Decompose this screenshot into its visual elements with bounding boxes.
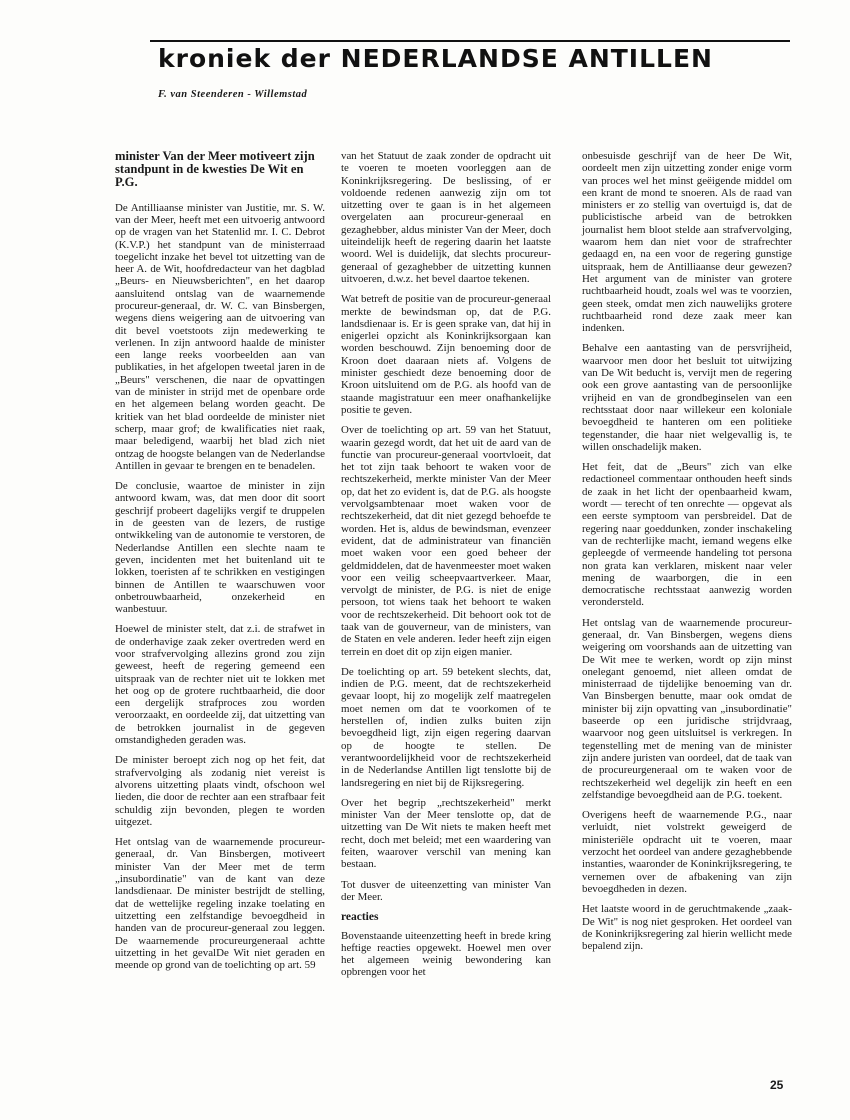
- paragraph: Over het begrip „rechtszekerheid" merkt minister Van der Meer tenslotte op, dat de uitzetting van De Wit niets te maken heeft met recht, doch met beleid; met een waardering van feiten, waarover verschil van mening kan bestaan.: [341, 796, 551, 871]
- paragraph: Het ontslag van de waarnemende procureur-generaal, dr. Van Binsbergen, wegens diens weigering om voorshands aan de uitzetting van De Wit mee te werken, wordt op zijn minst onelegant genoemd, niet alleen omdat de ministerraad de tijdelijke benoeming van dr. Van Binsbergen benutte, maar ook omdat de minister bij zijn opvatting van „insubordinatie" baseerde op een juridische strijdvraag, waarvoor nog geen uitsluitsel is verkregen. In tegenstelling met de mening van de minister zijn andere juristen van oordeel, dat de taak van de procureurgeneraal om te waken voor de rechtszekerheid wel degelijk zin heeft en een zelfstandige bevoegdheid aan de P.G. toekent.: [582, 616, 792, 801]
- paragraph: Bovenstaande uiteenzetting heeft in brede kring heftige reacties opgewekt. Hoewel men over het algemeen weinig bewondering kan opbrengen voor het: [341, 929, 551, 979]
- byline: F. van Steenderen - Willemstad: [158, 89, 308, 100]
- column-1: [115, 150, 325, 979]
- header-rule: [150, 40, 790, 42]
- paragraph: onbesuisde geschrijf van de heer De Wit, oordeelt men zijn uitzetting zonder enige vorm van proces wel het minst geëigende middel om een krant de mond te snoeren. Als de raad van ministers er zo stellig van overtuigd is, dat de publicistische arbeid van de betrokken journalist hem bloot stelde aan strafvervolging, waarom hem dan niet voor de strafrechter gedaagd en, na een voor de regering gunstige uitspraak, hem de Antilliaanse deur gewezen? Het argument van de minister van grotere ruchtbaarheid houdt, zoals wel was te voorzien, geen steek, omdat men zich nauwelijks grotere ruchtbaarheid rond deze zaak meer kan indenken.: [582, 150, 792, 335]
- paragraph: Het laatste woord in de geruchtmakende „zaak-De Wit" is nog niet gesproken. Het oordeel van de Koninkrijksregering zal hierin wellicht mede bepalend zijn.: [582, 903, 792, 953]
- column-2: [341, 150, 551, 987]
- paragraph: De conclusie, waartoe de minister in zijn antwoord kwam, was, dat men door dit soort geschrijf probeert dagelijks vergif te druppelen in de geesten van de lezers, de rustige ontwikkeling van de autonomie te verstoren, de Nederlandse Antillen een slechte naam te geven, incidenten met het buitenland uit te lokken, toeristen af te schrikken en vestigingen binnen de Antillen te waarschuwen voor onbetrouwbaarheid, onzekerheid en wanbestuur.: [115, 480, 325, 616]
- paragraph: Over de toelichting op art. 59 van het Statuut, waarin gezegd wordt, dat het uit de aard van de functie van procureur-generaal voortvloeit, dat het tot zijn taak behoort te waken voor de rechtszekerheid, merkte minister Van der Meer op, dat het zo evident is, dat de P.G. als hoogste vervolgsambtenaar moet waken voor de rechtszekerheid, dat dit niet gezegd behoefde te worden. Het is, aldus de bewindsman, evenzeer evident, dat de administrateur van financiën moet waken voor een goed beheer der geldmiddelen, dat de havenmeester moet waken voor een veilig scheepvaartverkeer. Maar, vervolgt de minister, de P.G. is niet de enige persoon, tot wiens taak het behoort te waken voor de rechtszekerheid. Dit behoort ook tot de taak van de gouverneur, van de ministers, van de Staten en vele anderen. Ieder heeft zijn eigen terrein en doet dit op zijn eigen manier.: [341, 424, 551, 658]
- page-header: [150, 40, 790, 80]
- paragraph: Het feit, dat de „Beurs" zich van elke redactioneel commentaar onthouden heeft sinds de zaak in het licht der openbaarheid kwam, wordt — terecht of ten onrechte — opgevat als een eerste symptoom van persbreidel. Dat de regering naar goeddunken, zonder inschakeling van de rechterlijke macht, iemand wegens elke gepleegde of vermeende handeling tot persona non grata kan verklaren, miskent naar veler mening de waarborgen, die in een democratische rechtsstaat aanwezig worden verondersteld.: [582, 461, 792, 609]
- paragraph: Het ontslag van de waarnemende procureur-generaal, dr. Van Binsbergen, motiveert minister Van der Meer met de term „insubordinatie" van de kant van deze landsdienaar. De minister bestrijdt de stelling, dat de wettelijke regeling inzake toelating en uitzetting een zelfstandige bevoegdheid in handen van de procureur-generaal zou leggen. De waarnemende procureurgeneraal achtte uitzetting in het gevalDe Wit niet geraden en meende op grond van de toelichting op art. 59: [115, 836, 325, 972]
- page-title: kroniek der NEDERLANDSE ANTILLEN: [158, 44, 713, 73]
- paragraph: Behalve een aantasting van de persvrijheid, waarvoor men door het besluit tot uitwijzing van De Wit beducht is, vervijt men de regering ook een grove aantasting van de persoonlijke vrijheid en van de grondbeginselen van een rechtsstaat door naar willekeur een koloniale bevoegdheid te hanteren om een politieke tegenstander, die haar niet welgevallig is, te willen onschadelijk maken.: [582, 342, 792, 453]
- column-3: [582, 150, 792, 960]
- paragraph: De minister beroept zich nog op het feit, dat strafvervolging als zodanig niet vereist is alvorens uitzetting plaats vindt, ofschoon wel lieden, die door de rechter aan een strafbaar feit schuldig zijn bevonden, plegen te worden uitgezet.: [115, 754, 325, 828]
- paragraph: van het Statuut de zaak zonder de opdracht uit te voeren te moeten voorleggen aan de Koninkrijksregering. De beslissing, of er voldoende redenen aanwezig zijn om tot uitzetting over te gaan is in het algemeen overgelaten aan procureur-generaal en gezaghebber, aldus minister Van der Meer, doch uiteindelijk heeft de regering daarin het laatste woord. Wel is duidelijk, dat slechts procureur-generaal of gezaghebber de uitzetting kunnen uitvoeren, d.w.z. het bevel daartoe tekenen.: [341, 150, 551, 285]
- paragraph: Overigens heeft de waarnemende P.G., naar verluidt, niet volstrekt geweigerd de ministeriële opdracht uit te voeren, maar verzocht het oordeel van andere gezaghebbende instanties, waaronder de Koninkrijksregering, te vernemen over de afbakening van zijn bevoegdheden in dezen.: [582, 809, 792, 895]
- paragraph: Hoewel de minister stelt, dat z.i. de strafwet in de onderhavige zaak zeker overtreden werd en voor strafvervolging allezins grond zou zijn geweest, heeft de regering gemeend een uitspraak van de rechter niet uit te lokken met het oog op de grotere ruchtbaarheid, die door een dergelijk strafproces zou worden veroorzaakt, en oordeelde zij, dat uitzetting van de betrokken journalist in de gegeven omstandigheden geraden was.: [115, 623, 325, 747]
- paragraph: De toelichting op art. 59 betekent slechts, dat, indien de P.G. meent, dat de rechtszekerheid gevaar loopt, hij zo mogelijk zelf maatregelen moet nemen om dat te voorkomen of te herstellen of, indien zulks buiten zijn bevoegdheid ligt, zijn eigen regering daarvan op de hoogte te stellen. De verantwoordelijkheid voor de rechtszekerheid in de Nederlandse Antillen ligt tenslotte bij de landsregering en niet bij de Rijksregering.: [341, 665, 551, 789]
- paragraph: Tot dusver de uiteenzetting van minister Van der Meer.: [341, 878, 551, 903]
- page-number: 25: [770, 1078, 784, 1092]
- paragraph: Wat betreft de positie van de procureur-generaal merkte de bewindsman op, dat de P.G. landsdienaar is. Er is geen sprake van, dat hij in enigerlei opzicht als Koninkrijksorgaan kan worden beschouwd. Zijn benoeming door de Kroon doet daaraan niets af. Volgens de minister geschiedt deze benoeming door de Kroon uitsluitend om de P.G. als hoofd van de staande magistratuur een meer onafhankelijke positie te geven.: [341, 293, 551, 416]
- section-heading-reacties: reacties: [341, 911, 379, 924]
- article-headline: minister Van der Meer motiveert zijn standpunt in de kwesties De Wit en P.G.: [115, 149, 315, 190]
- paragraph: De Antilliaanse minister van Justitie, mr. S. W. van der Meer, heeft met een uitvoerig antwoord op de vragen van het Statenlid mr. I. C. Debrot (K.V.P.) het standpunt van de ministerraad toegelicht inzake het bevel tot uitzetting van de heer A. de Wit, hoofdredacteur van het dagblad „Beurs- en Nieuwsberichten", en het daarop aansluitend ontslag van de waarnemende procureur-generaal, dr. W. C. van Binsbergen, wegens diens weigering aan de uitvoering van dit bevel voetstoots zijn medewerking te verlenen. In zijn antwoord haalde de minister een lange reeks voorbeelden aan van publikaties, in het afgelopen tweetal jaren in de „Beurs" verschenen, die naar de opvattingen van de minister in strijd met de openbare orde en het algemeen belang worden geacht. De kritiek van het blad oordeelde de minister niet scherp, maar grof; de kwalificaties niet raak, maar beledigend, waarbij het blad zich niet ontzag de hoogste belangen van de Nederlandse Antillen in gevaar te brengen en te benadelen.: [115, 201, 325, 472]
